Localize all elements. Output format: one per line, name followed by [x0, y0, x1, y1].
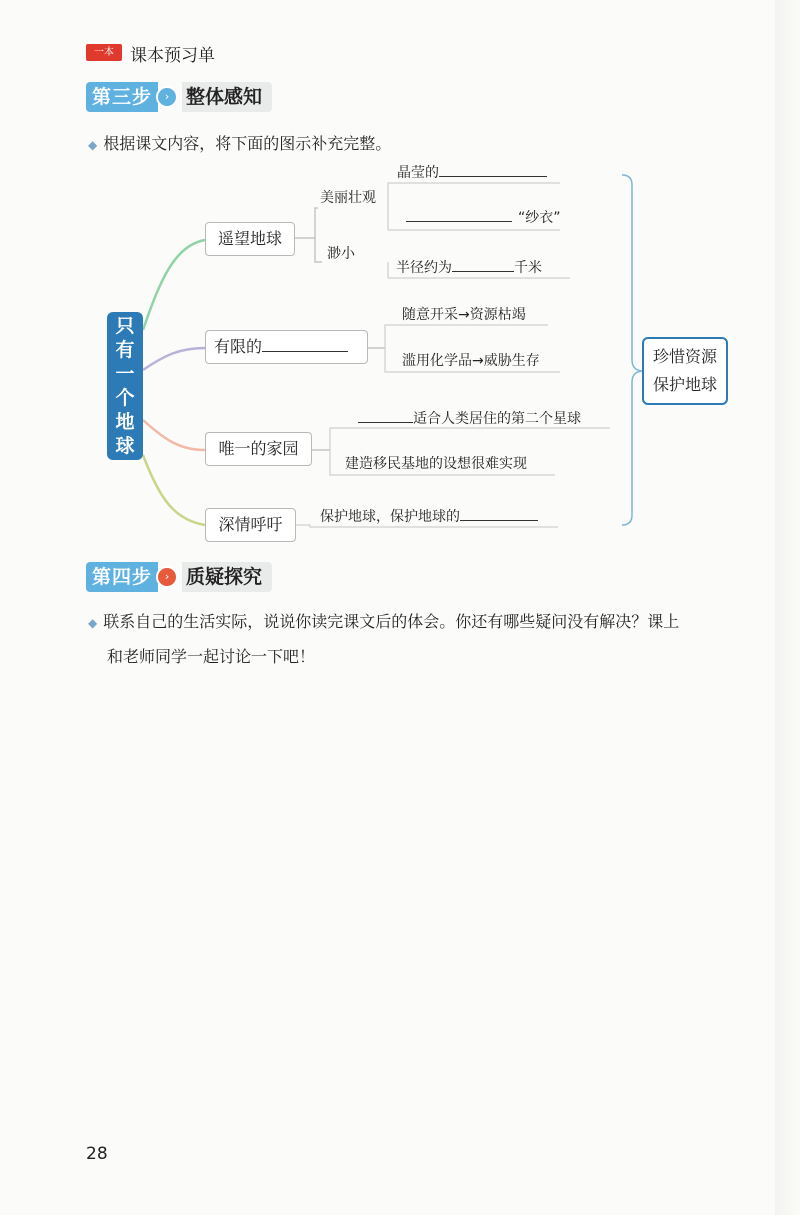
leaf-crystal	[397, 162, 547, 182]
connector-branch4	[143, 455, 205, 525]
leaf-text: 保护地球，保护地球的	[320, 509, 460, 525]
sub-node-tiny: 渺小	[327, 246, 355, 262]
step4-name: 质疑探究	[182, 562, 272, 592]
leaf-text: 适合人类居住的第二个星球	[413, 411, 581, 427]
step3-instruction-text: 根据课文内容，将下面的图示补充完整。	[103, 134, 392, 153]
conclusion-line: 珍惜资源	[652, 347, 717, 366]
leaf-text: 半径约为	[396, 260, 452, 276]
branch-node-appeal: 深情呼吁	[205, 508, 296, 542]
step3-name: 整体感知	[182, 82, 272, 112]
mindmap-conclusion	[642, 337, 728, 405]
leaf-migration: 建造移民基地的设想很难实现	[345, 456, 527, 472]
branch-label: 有限的	[214, 337, 263, 356]
step3-number: 第三步	[86, 82, 158, 112]
diamond-bullet-icon: ◆	[88, 138, 98, 152]
conclusion-line: 保护地球	[652, 375, 717, 394]
connector-branch3	[143, 420, 205, 450]
leaf-protect	[320, 506, 538, 526]
step3-arrow-icon: ›	[156, 86, 178, 108]
answer-blank[interactable]	[460, 506, 538, 521]
step4-instruction-line1: 联系自己的生活实际，说说你读完课文后的体会。你还有哪些疑问没有解决？课上	[103, 612, 680, 631]
root-char: 球	[115, 435, 135, 457]
leaf-second-planet	[358, 408, 581, 428]
root-char: 有	[115, 339, 135, 361]
step4-instruction-line2: 和老师同学一起讨论一下吧！	[107, 647, 316, 666]
leaf-text: “纱衣”	[518, 210, 561, 226]
step4-instruction	[88, 605, 768, 673]
page-number: 28	[86, 1144, 108, 1164]
leaf-text: 晶莹的	[397, 165, 439, 181]
branch-node-observe-earth: 遥望地球	[205, 222, 295, 256]
step4-header	[86, 562, 272, 592]
leaf-gauze	[406, 207, 561, 227]
connector-branch1	[143, 240, 205, 330]
answer-blank[interactable]	[452, 257, 514, 272]
root-char: 只	[115, 315, 135, 337]
branch-node-limited	[205, 330, 368, 364]
step4-arrow-icon: ›	[156, 566, 178, 588]
root-char: 个	[115, 387, 135, 409]
leaf-radius	[396, 257, 542, 277]
leaf-chemicals: 滥用化学品→威胁生存	[402, 353, 540, 369]
diamond-bullet-icon: ◆	[88, 616, 98, 630]
right-bracket	[622, 175, 642, 525]
leaf-text: 千米	[514, 260, 542, 276]
answer-blank[interactable]	[358, 408, 413, 423]
step4-number: 第四步	[86, 562, 158, 592]
root-char: 一	[115, 363, 135, 385]
branch-node-only-home: 唯一的家园	[205, 432, 312, 466]
answer-blank[interactable]	[262, 337, 348, 352]
book-title: 课本预习单	[130, 46, 215, 66]
root-char: 地	[115, 411, 135, 433]
answer-blank[interactable]	[406, 207, 512, 222]
sub-node-beautiful: 美丽壮观	[320, 190, 376, 206]
leaf-mining: 随意开采→资源枯竭	[402, 307, 526, 323]
answer-blank[interactable]	[439, 162, 547, 177]
brand-logo: 一本	[86, 44, 122, 61]
connector-branch2	[143, 348, 205, 370]
mindmap-root	[107, 312, 143, 460]
